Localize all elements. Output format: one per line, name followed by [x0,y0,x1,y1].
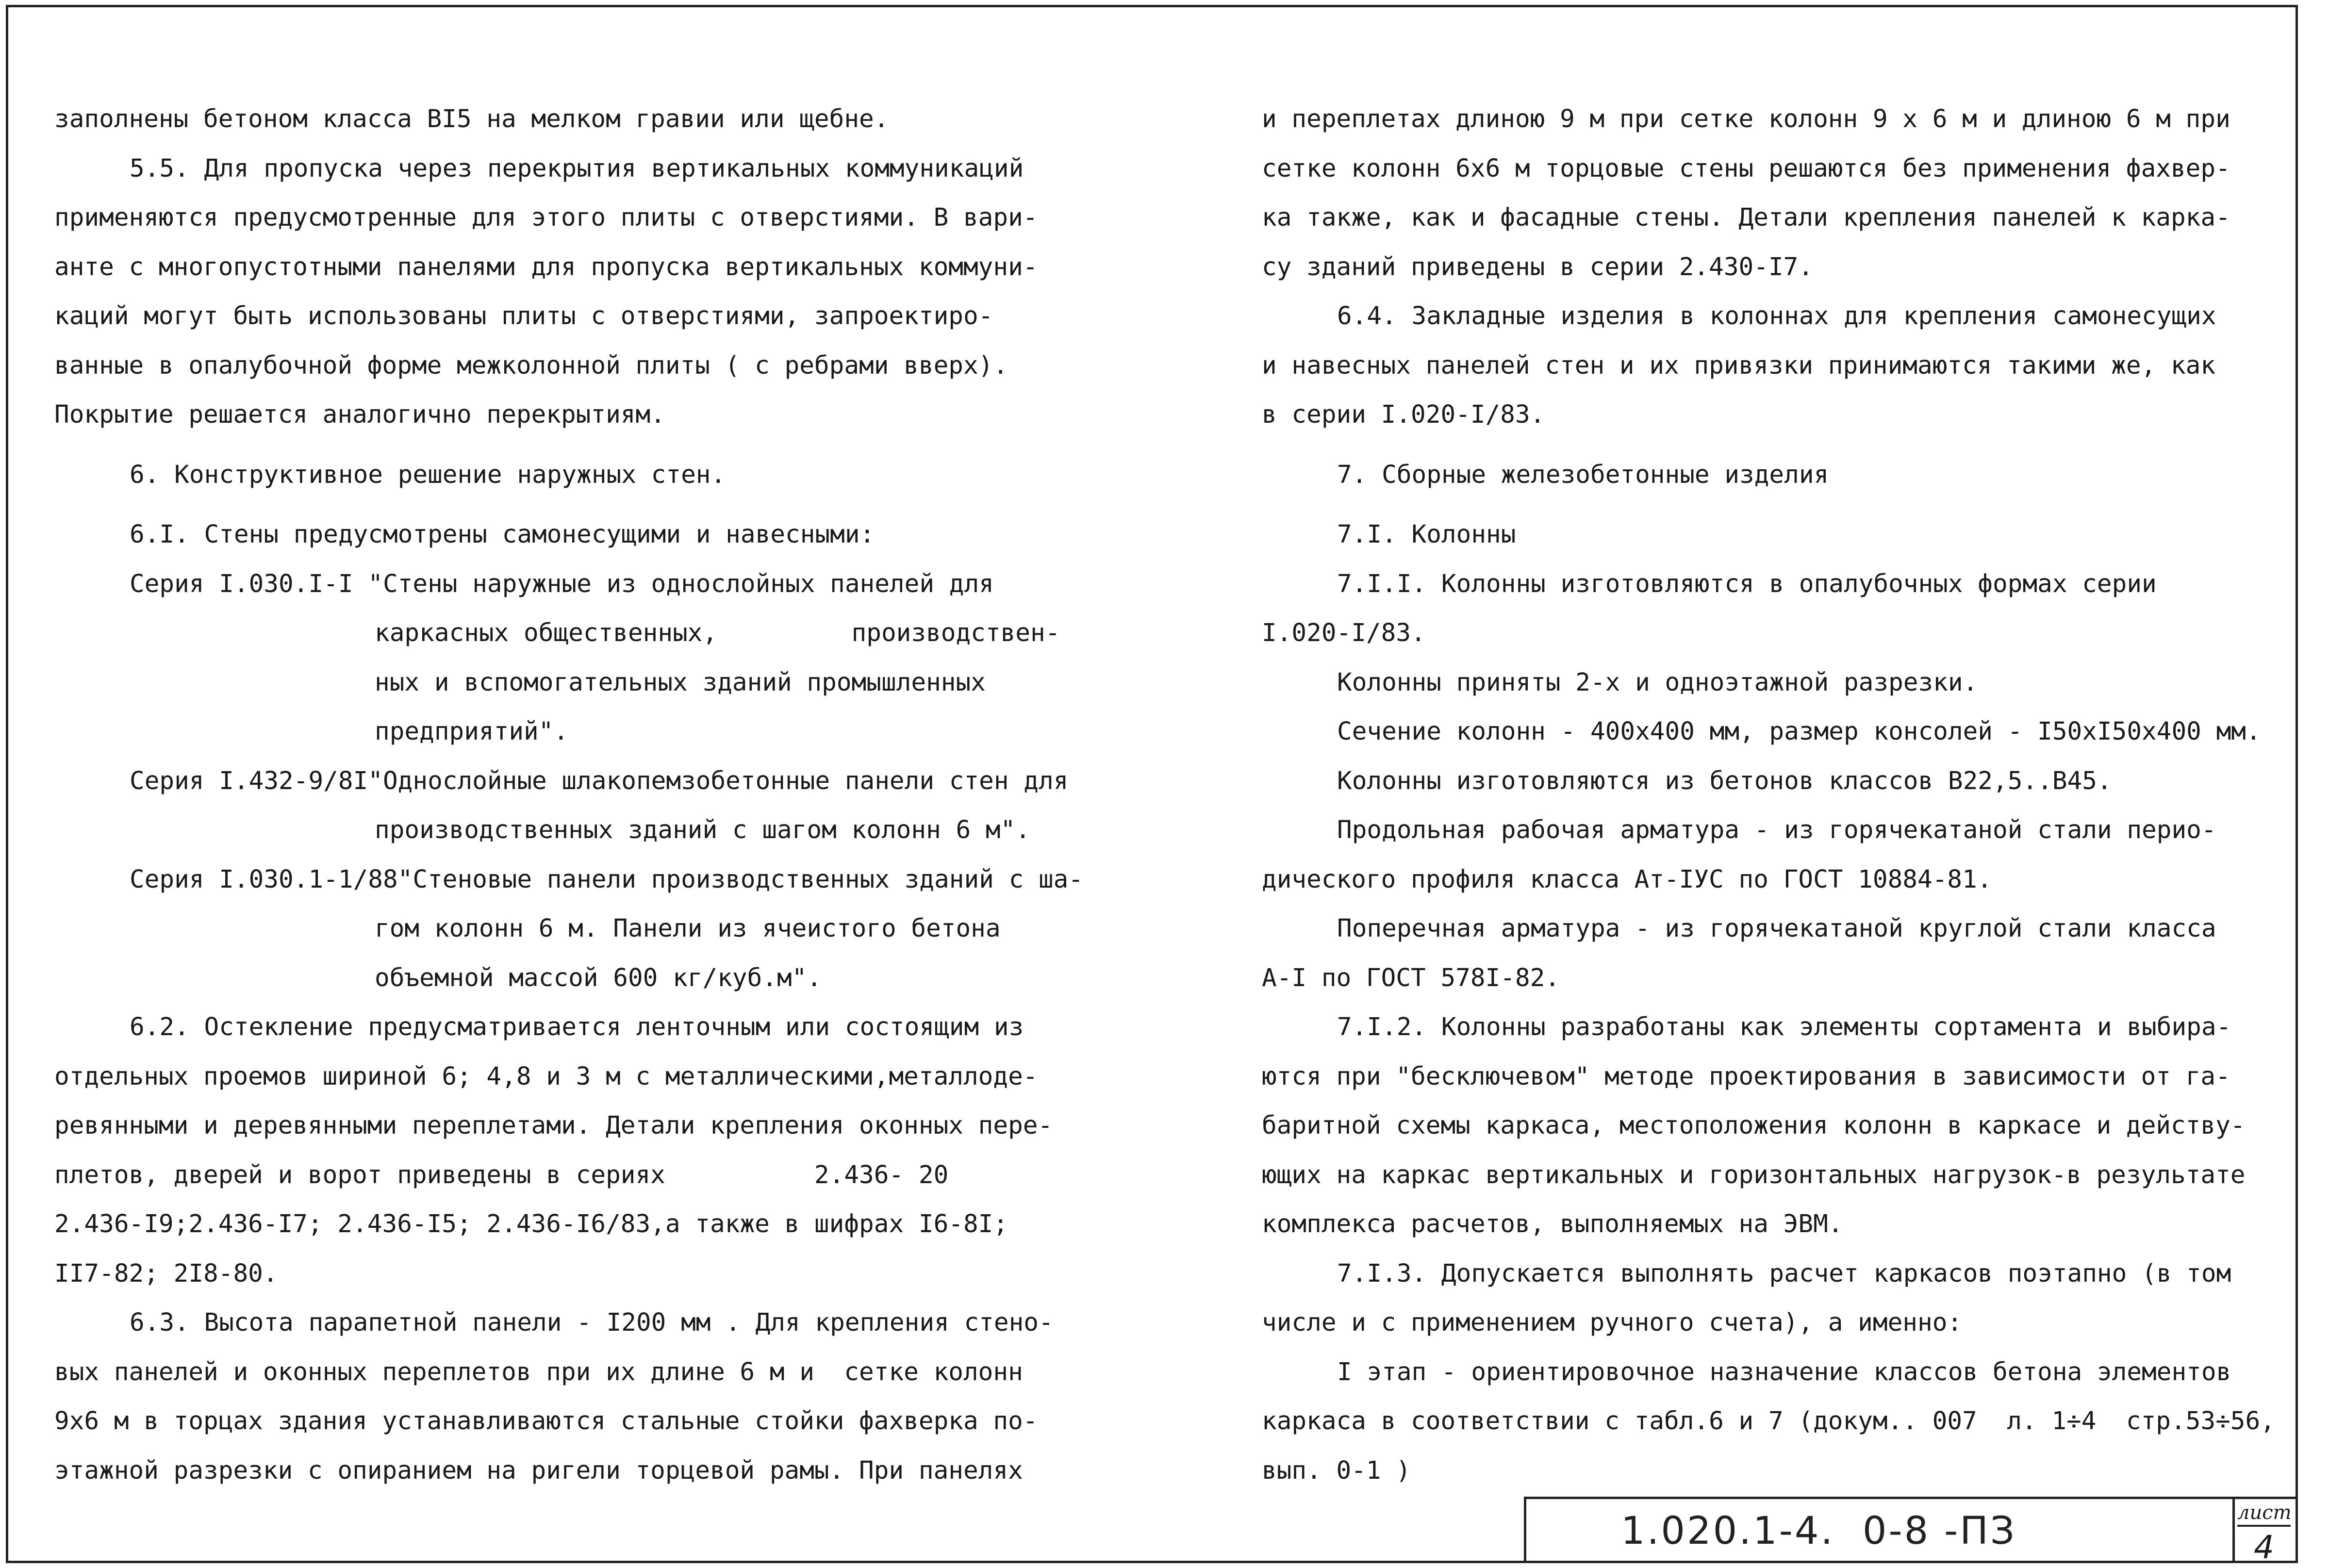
text-line: комплекса расчетов, выполняемых на ЭВМ. [1262,1210,1843,1238]
text-line: этажной разрезки с опиранием на ригели торцевой рамы. При панелях [54,1456,1023,1485]
text-line: 7. Сборные железобетонные изделия [1337,460,1829,489]
text-line: каций могут быть использованы плиты с отверстиями, запроектиро- [54,302,993,330]
text-line: применяются предусмотренные для этого плиты с отверстиями. В вари- [54,203,1038,232]
text-line: 6.3. Высота парапетной панели - I200 мм . Для крепления стено- [130,1308,1054,1337]
text-line: Колонны приняты 2-х и одноэтажной разрезки. [1337,668,1978,697]
text-line: предприятий". [375,717,569,746]
text-line: Покрытие решается аналогично перекрытиям. [54,400,665,429]
text-line: Колонны изготовляются из бетонов классов В22,5..В45. [1337,766,2112,795]
text-line: плетов, дверей и ворот приведены в сериях 2.436- 20 [54,1160,949,1189]
text-line: I этап - ориентировочное назначение классов бетона элементов [1337,1357,2231,1386]
text-line: А-I по ГОСТ 578I-82. [1262,963,1560,992]
text-line: ных и вспомогательных зданий промышленных [375,668,986,697]
text-line: каркаса в соответствии с табл.6 и 7 (докум.. 007 л. 1÷4 стр.53÷56, [1262,1407,2275,1436]
text-line: су зданий приведены в серии 2.430-I7. [1262,252,1814,281]
text-line: числе и с применением ручного счета), а именно: [1262,1308,1963,1337]
text-line: баритной схемы каркаса, местоположения колонн в каркасе и действу- [1262,1111,2246,1140]
text-line: в серии I.020-I/83. [1262,400,1545,429]
text-line: 7.I.3. Допускается выполнять расчет каркасов поэтапно (в том [1337,1259,2231,1288]
text-line: 7.I.I. Колонны изготовляются в опалубочных формах серии [1337,569,2157,598]
text-line: каркасных общественных, производствен- [375,619,1060,647]
text-line: вып. 0-1 ) [1262,1456,1411,1485]
text-line: сетке колонн 6х6 м торцовые стены решаются без применения фахвер- [1262,154,2230,183]
text-line: ка также, как и фасадные стены. Детали крепления панелей к карка- [1262,203,2230,232]
text-line: дического профиля класса Ат-IУС по ГОСТ 10884-81. [1262,865,1992,894]
right-text-column [1262,95,2286,1495]
text-line: 7.I.2. Колонны разработаны как элементы сортамента и выбира- [1337,1013,2231,1041]
text-line: 2.436-I9;2.436-I7; 2.436-I5; 2.436-I6/83,а также в шифрах I6-8I; [54,1210,1008,1238]
text-line: гом колонн 6 м. Панели из ячеистого бетона [375,914,1001,943]
text-line: ванные в опалубочной форме межколонной плиты ( с ребрами вверх). [54,351,1008,380]
text-line: Серия I.030.I-I "Стены наружные из однослойных панелей для [130,569,994,598]
text-line: вых панелей и оконных переплетов при их длине 6 м и сетке колонн [54,1357,1023,1386]
text-line: и переплетах длиною 9 м при сетке колонн 9 х 6 м и длиною 6 м при [1262,105,2230,133]
text-line: ревянными и деревянными переплетами. Детали крепления оконных пере- [54,1111,1053,1140]
text-line: 7.I. Колонны [1337,520,1516,549]
text-line: I.020-I/83. [1262,619,1426,647]
text-line: Серия I.030.1-1/88"Стеновые панели производственных зданий с ша- [130,865,1084,894]
text-line: 6. Конструктивное решение наружных стен. [130,460,726,489]
text-line: Сечение колонн - 400х400 мм, размер консолей - I50хI50х400 мм. [1337,717,2261,746]
text-line: 5.5. Для пропуска через перекрытия вертикальных коммуникаций [130,154,1024,183]
sheet-number: 4 [2254,1529,2274,1566]
text-line: объемной массой 600 кг/куб.м". [375,963,822,992]
text-line: 9х6 м в торцах здания устанавливаются стальные стойки фахверка по- [54,1407,1038,1436]
text-line: ющих на каркас вертикальных и горизонтальных нагрузок-в результате [1262,1160,2246,1189]
text-line: отдельных проемов шириной 6; 4,8 и 3 м с металлическими,металлоде- [54,1062,1038,1091]
document-code: 1.020.1-4. 0-8 -ПЗ [1621,1509,2016,1553]
sheet-label: лист [2237,1501,2291,1527]
text-line: Серия I.432-9/8I"Однослойные шлакопемзобетонные панели стен для [130,766,1069,795]
text-line: II7-82; 2I8-80. [54,1259,278,1288]
text-line: 6.I. Стены предусмотрены самонесущими и навесными: [130,520,875,549]
text-line: Продольная рабочая арматура - из горячекатаной стали перио- [1337,816,2216,844]
text-line: и навесных панелей стен и их привязки принимаются такими же, как [1262,351,2216,380]
text-line: заполнены бетоном класса BI5 на мелком гравии или щебне. [54,105,889,133]
text-line: ются при "бесключевом" методе проектирования в зависимости от га- [1262,1062,2230,1091]
text-line: Поперечная арматура - из горячекатаной круглой стали класса [1337,914,2216,943]
text-line: 6.2. Остекление предусматривается ленточным или состоящим из [130,1013,1024,1041]
text-line: анте с многопустотными панелями для пропуска вертикальных коммуни- [54,252,1038,281]
text-line: 6.4. Закладные изделия в колоннах для крепления самонесущих [1337,302,2216,330]
left-text-column [54,95,1103,1495]
text-line: производственных зданий с шагом колонн 6 м". [375,816,1031,844]
